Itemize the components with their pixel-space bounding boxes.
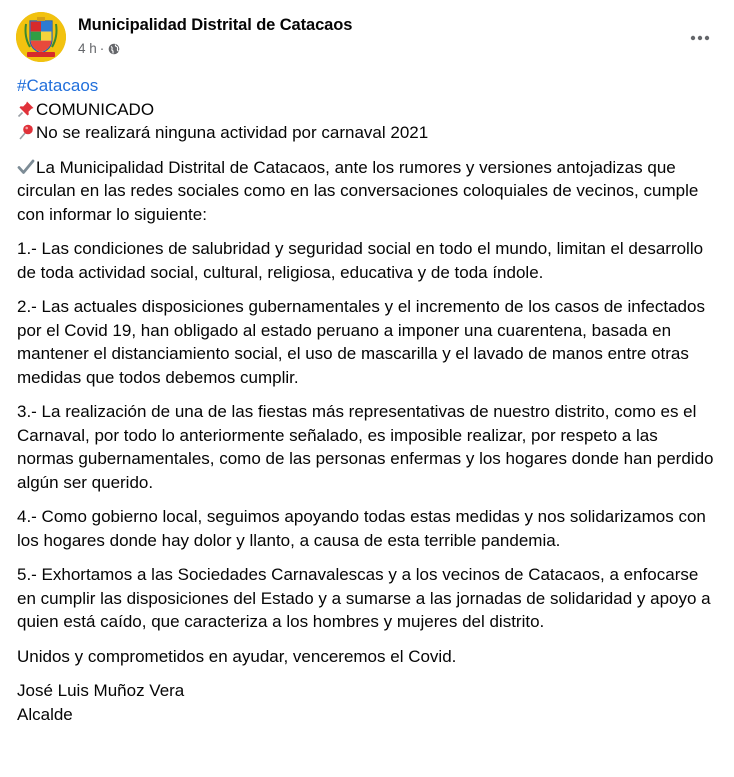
announcement-subtitle-text: No se realizará ninguna actividad por carnaval 2021	[36, 123, 429, 142]
avatar[interactable]	[16, 12, 66, 62]
meta-separator: ·	[99, 41, 105, 56]
page-name-link[interactable]: Municipalidad Distrital de Catacaos	[78, 16, 353, 34]
municipal-crest-logo	[16, 12, 66, 62]
more-options-button[interactable]	[682, 20, 718, 56]
post-meta	[78, 41, 120, 56]
signature-block	[17, 679, 717, 726]
post-header	[16, 12, 718, 62]
announcement-title	[17, 98, 717, 122]
round-pushpin-icon	[17, 123, 35, 141]
announcement-subtitle	[17, 121, 717, 145]
point-5: 5.- Exhortamos a las Sociedades Carnavalescas y a los vecinos de Catacaos, a enfocarse en cumplir las disposiciones del Estado y a sumarse a las jornadas de solidaridad y apoyo a quien está caído, que caracteriza a los hombres y mujeres del distrito.	[17, 565, 711, 631]
point-4: 4.- Como gobierno local, seguimos apoyando todas estas medidas y nos solidarizamos con los hogares donde hay dolor y llanto, a causa de esta terrible pandemia.	[17, 507, 706, 550]
closing-line: Unidos y comprometidos en ayudar, venceremos el Covid.	[17, 646, 457, 666]
post-heading-block	[17, 74, 717, 145]
announcement-title-text: COMUNICADO	[36, 99, 155, 119]
point-3: 3.- La realización de una de las fiestas más representativas de nuestro distrito, como es el Carnaval, por todo lo anteriormente señalado, es imposible realizar, por respeto a las normas gubernamentales, como de las personas enfermas y los hogares donde han perdido algún ser querido.	[17, 402, 714, 492]
more-options-icon	[690, 35, 710, 41]
intro-text: La Municipalidad Distrital de Catacaos, ante los rumores y versiones antojadizas que circulan en las redes sociales como en las conversaciones coloquiales de vecinos, cumple con informar lo siguiente:	[17, 157, 699, 224]
point-1: 1.- Las condiciones de salubridad y seguridad social en todo el mundo, limitan el desarrollo de toda actividad social, cultural, religiosa, educativa y de toda índole.	[17, 239, 704, 282]
point-2: 2.- Las actuales disposiciones gubernamentales y el incremento de los casos de infectados por el Covid 19, han obligado al estado peruano a imponer una cuarentena, basada en mantener el distanciamiento social, el uso de mascarilla y el lavado de manos entre otras medidas que todos debemos cumplir.	[17, 297, 705, 387]
globe-icon[interactable]	[108, 43, 120, 55]
signature-title: Alcalde	[17, 704, 73, 724]
hashtag-link[interactable]: #Catacaos	[17, 76, 99, 95]
check-mark-icon	[17, 158, 35, 176]
pushpin-icon	[17, 100, 35, 118]
intro-paragraph	[17, 156, 717, 227]
post-body	[17, 74, 717, 726]
post-timestamp[interactable]: 4 h	[78, 41, 97, 56]
signature-name: José Luis Muñoz Vera	[17, 681, 185, 700]
